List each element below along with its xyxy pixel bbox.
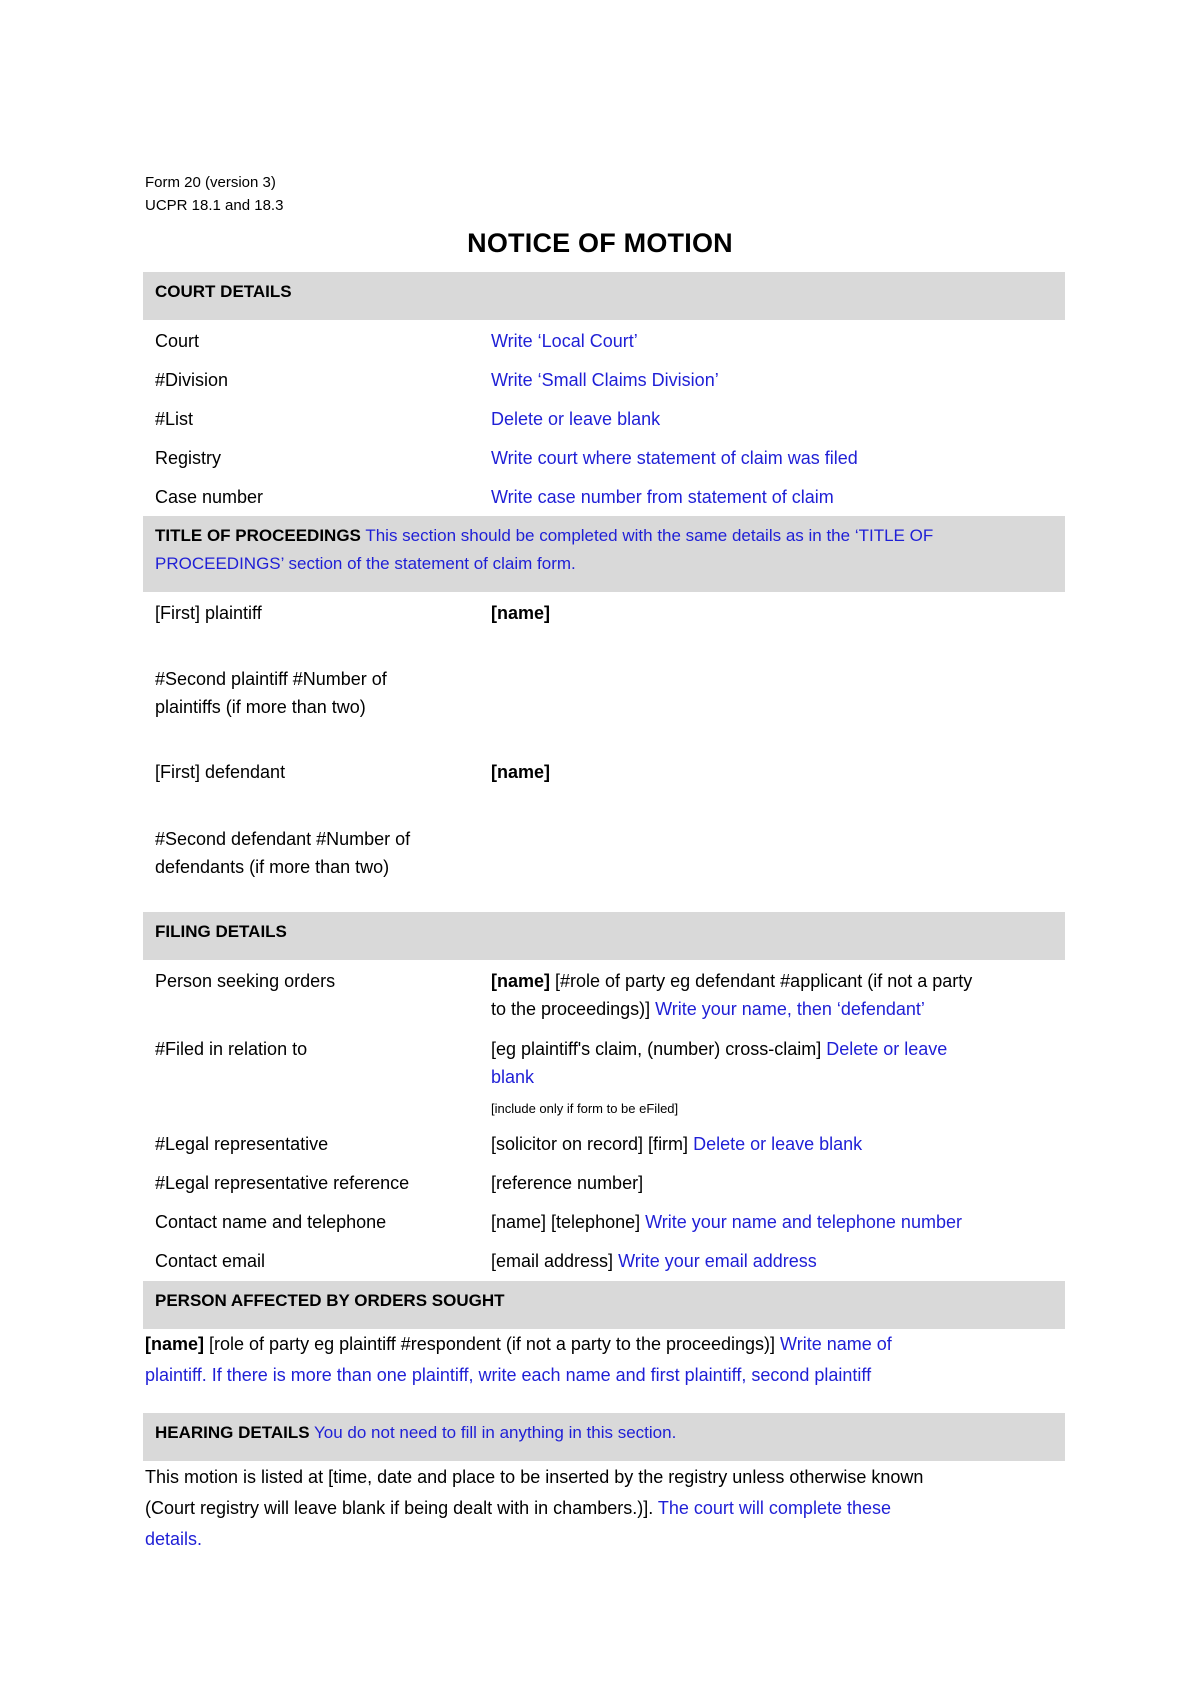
registry-value: Write court where statement of claim was filed: [491, 448, 858, 468]
person-seeking-role-cont: to the proceedings)]: [491, 999, 651, 1019]
person-affected-name: [name]: [145, 1334, 205, 1354]
contact-instruction: Write your name and telephone number: [640, 1212, 962, 1232]
hearing-details-band: [143, 1413, 1065, 1461]
filing-details-heading: FILING DETAILS: [155, 922, 287, 941]
form-version: Form 20 (version 3): [145, 174, 276, 191]
email-text: [email address]: [491, 1251, 614, 1271]
case-number-label: Case number: [155, 487, 264, 507]
hearing-instruction: The court will complete these: [653, 1498, 891, 1518]
efiled-note: [include only if form to be eFiled]: [491, 1101, 679, 1116]
page-title: NOTICE OF MOTION: [467, 228, 733, 258]
person-seeking-label: Person seeking orders: [155, 971, 336, 991]
hearing-details-heading: HEARING DETAILS: [155, 1423, 310, 1442]
person-seeking-role: [#role of party eg defendant #applicant (if not a party: [550, 971, 973, 991]
hearing-line1: This motion is listed at [time, date and place to be inserted by the registry unless otherwise known: [145, 1467, 924, 1487]
legal-rep-value: [491, 1130, 862, 1158]
contact-value: [491, 1208, 962, 1236]
filed-relation-label: #Filed in relation to: [155, 1039, 308, 1059]
filing-details-band: [143, 912, 1065, 960]
title-of-proceedings-note: This section should be completed with the same details as in the ‘TITLE OF PROCEEDINGS’ section of the statement of claim form.: [155, 526, 934, 573]
email-value: [491, 1247, 817, 1275]
case-number-value: Write case number from statement of claim: [491, 487, 834, 507]
hearing-details-text: [155, 1419, 1053, 1447]
person-affected-role: [role of party eg plaintiff #respondent (if not a party to the proceedings)]: [204, 1334, 776, 1354]
legal-rep-label: #Legal representative: [155, 1134, 329, 1154]
title-of-proceedings-heading: TITLE OF PROCEEDINGS: [155, 526, 361, 545]
legal-rep-instruction: Delete or leave blank: [688, 1134, 863, 1154]
division-label: #Division: [155, 370, 229, 390]
person-affected-instruction-cont: plaintiff. If there is more than one plaintiff, write each name and first plaintiff, second plaintiff: [145, 1365, 872, 1385]
rule-reference: UCPR 18.1 and 18.3: [145, 197, 284, 214]
hearing-text: [145, 1462, 1065, 1555]
contact-label: Contact name and telephone: [155, 1212, 387, 1232]
hearing-line2: (Court registry will leave blank if being dealt with in chambers.)].: [145, 1498, 654, 1518]
legal-rep-text: [solicitor on record] [firm]: [491, 1134, 689, 1154]
second-plaintiff-label: [155, 665, 387, 721]
filed-relation-instruction: Delete or leave: [821, 1039, 948, 1059]
first-plaintiff-value: [name]: [491, 603, 551, 623]
legal-ref-value: [reference number]: [491, 1173, 644, 1193]
person-affected-text: [145, 1329, 1065, 1391]
hearing-details-note: You do not need to fill in anything in this section.: [314, 1423, 677, 1442]
email-label: Contact email: [155, 1251, 266, 1271]
court-details-band: [143, 272, 1065, 320]
list-value: Delete or leave blank: [491, 409, 661, 429]
title-of-proceedings-text: [155, 522, 1053, 578]
second-defendant-label-line1: #Second defendant #Number of: [155, 829, 411, 849]
legal-ref-label: #Legal representative reference: [155, 1173, 410, 1193]
title-of-proceedings-band: [143, 516, 1065, 592]
list-label: #List: [155, 409, 194, 429]
person-seeking-instruction: Write your name, then ‘defendant’: [650, 999, 925, 1019]
second-defendant-label-line2: defendants (if more than two): [155, 857, 390, 877]
person-affected-heading: PERSON AFFECTED BY ORDERS SOUGHT: [155, 1291, 505, 1310]
email-instruction: Write your email address: [613, 1251, 817, 1271]
first-defendant-label: [First] defendant: [155, 762, 286, 782]
first-defendant-value: [name]: [491, 762, 551, 782]
hearing-instruction-cont: details.: [145, 1529, 203, 1549]
division-value: Write ‘Small Claims Division’: [491, 370, 719, 390]
second-defendant-label: [155, 825, 410, 881]
person-seeking-value: [491, 967, 1061, 1023]
contact-text: [name] [telephone]: [491, 1212, 641, 1232]
first-plaintiff-label: [First] plaintiff: [155, 603, 262, 623]
filed-relation-text: [eg plaintiff's claim, (number) cross-claim]: [491, 1039, 822, 1059]
second-plaintiff-label-line1: #Second plaintiff #Number of: [155, 669, 387, 689]
person-affected-instruction: Write name of: [775, 1334, 892, 1354]
filed-relation-value: [491, 1035, 1061, 1091]
filed-relation-instruction-cont: blank: [491, 1067, 535, 1087]
court-details-heading: COURT DETAILS: [155, 282, 292, 301]
court-value: Write ‘Local Court’: [491, 331, 638, 351]
court-label: Court: [155, 331, 200, 351]
second-plaintiff-label-line2: plaintiffs (if more than two): [155, 697, 366, 717]
registry-label: Registry: [155, 448, 222, 468]
person-affected-band: [143, 1281, 1065, 1329]
person-seeking-name: [name]: [491, 971, 551, 991]
